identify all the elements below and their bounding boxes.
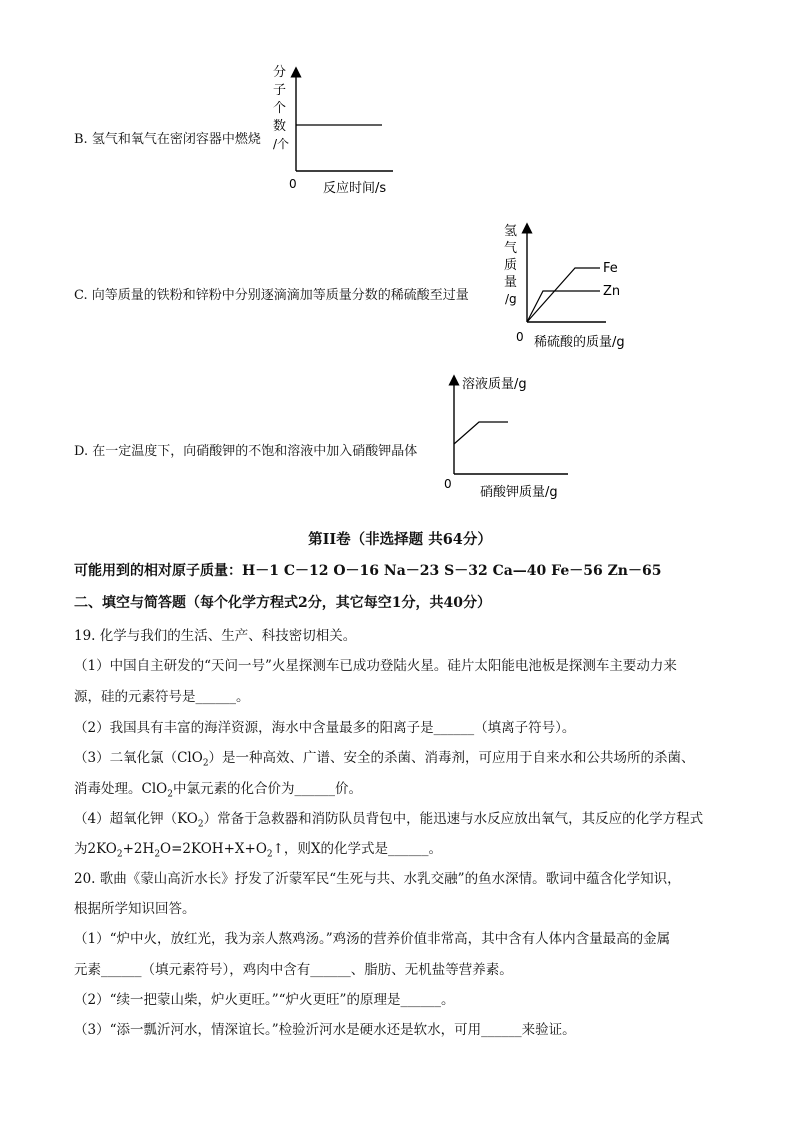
graph-c-legend-fe: Fe bbox=[603, 261, 618, 276]
graph-b-ylabel-5: /个 bbox=[273, 137, 290, 151]
graph-d bbox=[440, 370, 590, 505]
graph-c-ylabel-5: /g bbox=[505, 292, 517, 306]
q19-p3b: 消毒处理。ClO$_2$中氯元素的化合价为______价。 bbox=[74, 781, 362, 800]
graph-c-xlabel: 稀硫酸的质量/g bbox=[534, 335, 625, 350]
graph-d-xlabel: 硝酸钾质量/g bbox=[480, 485, 558, 500]
q19-p1b: 源，硅的元素符号是______。 bbox=[74, 689, 250, 705]
q20-p1a: （1）“炉中火，放红光，我为亲人熬鸡汤。”鸡汤的营养价值非常高，其中含有人体内含量最高的金属 bbox=[74, 931, 671, 947]
q19-p3a: （3）二氧化氯（ClO$_2$）是一种高效、广谱、安全的杀菌、消毒剂，可应用于自来水和公共场所的杀菌、 bbox=[74, 750, 695, 769]
graph-c-legend-zn: Zn bbox=[603, 284, 621, 299]
graph-c-ylabel-2: 气 bbox=[504, 241, 518, 256]
q20-stem-b: 根据所学知识回答。 bbox=[74, 901, 196, 917]
q19-stem: 19. 化学与我们的生活、生产、科技密切相关。 bbox=[74, 628, 357, 644]
graph-b bbox=[265, 58, 405, 198]
graph-b-origin: 0 bbox=[289, 177, 297, 191]
graph-b-ylabel-3: 个 bbox=[273, 101, 287, 116]
part2-title: 第II卷（非选择题 共64分） bbox=[308, 531, 492, 548]
graph-c-curve-zn bbox=[527, 291, 600, 322]
atomic-masses: 可能用到的相对原子质量：H－1 C－12 O－16 Na－23 S－32 Ca—40 Fe－56 Zn－65 bbox=[74, 563, 662, 579]
graph-b-ylabel-1: 分 bbox=[273, 65, 287, 80]
graph-b-xlabel: 反应时间/s bbox=[323, 181, 387, 196]
q19-p4b: 为$2KO_2+2H_2O=2KOH+X+O_2↑$，则X的化学式是______。 bbox=[74, 841, 443, 860]
graph-d-curve bbox=[454, 422, 508, 444]
graph-c-origin: 0 bbox=[516, 330, 524, 344]
graph-c-ylabel-3: 质 bbox=[504, 258, 518, 273]
graph-c-curve-fe bbox=[527, 268, 600, 322]
graph-c bbox=[498, 218, 648, 356]
q19-p2: （2）我国具有丰富的海洋资源，海水中含量最多的阳离子是______（填离子符号）。 bbox=[74, 720, 576, 736]
q19-p1a: （1）中国自主研发的“天问一号”火星探测车已成功登陆火星。硅片太阳能电池板是探测车主要动力来 bbox=[74, 658, 677, 674]
option-c-label: C. 向等质量的铁粉和锌粉中分别逐滴滴加等质量分数的稀硫酸至过量 bbox=[74, 288, 469, 303]
option-d-label: D. 在一定温度下，向硝酸钾的不饱和溶液中加入硝酸钾晶体 bbox=[74, 444, 418, 459]
q20-stem-a: 20. 歌曲《蒙山高沂水长》抒发了沂蒙军民“生死与共、水乳交融”的鱼水深情。歌词中蕴含化学知识， bbox=[74, 871, 681, 887]
option-b-label: B. 氢气和氧气在密闭容器中燃烧 bbox=[74, 132, 261, 147]
graph-c-ylabel-4: 量 bbox=[504, 275, 518, 290]
q20-p2: （2）“续一把蒙山柴，炉火更旺。”“炉火更旺”的原理是______。 bbox=[74, 992, 455, 1008]
graph-d-ylabel: 溶液质量/g bbox=[462, 377, 527, 392]
graph-c-ylabel-1: 氢 bbox=[504, 224, 518, 239]
q20-p3: （3）“添一瓢沂河水，情深谊长。”检验沂河水是硬水还是软水，可用______来验证。 bbox=[74, 1022, 576, 1038]
graph-d-origin: 0 bbox=[444, 477, 452, 491]
q20-p1b: 元素______（填元素符号），鸡肉中含有______、脂肪、无机盐等营养素。 bbox=[74, 962, 513, 978]
graph-b-ylabel-4: 数 bbox=[273, 119, 287, 134]
graph-b-ylabel-2: 子 bbox=[273, 83, 287, 98]
section-title: 二、填空与简答题（每个化学方程式2分，其它每空1分，共40分） bbox=[74, 595, 491, 611]
q19-p4a: （4）超氧化钾$(KO_2)$常备于急救器和消防队员背包中，能迅速与水反应放出氧气，其反应的化学方程式 bbox=[74, 811, 704, 830]
